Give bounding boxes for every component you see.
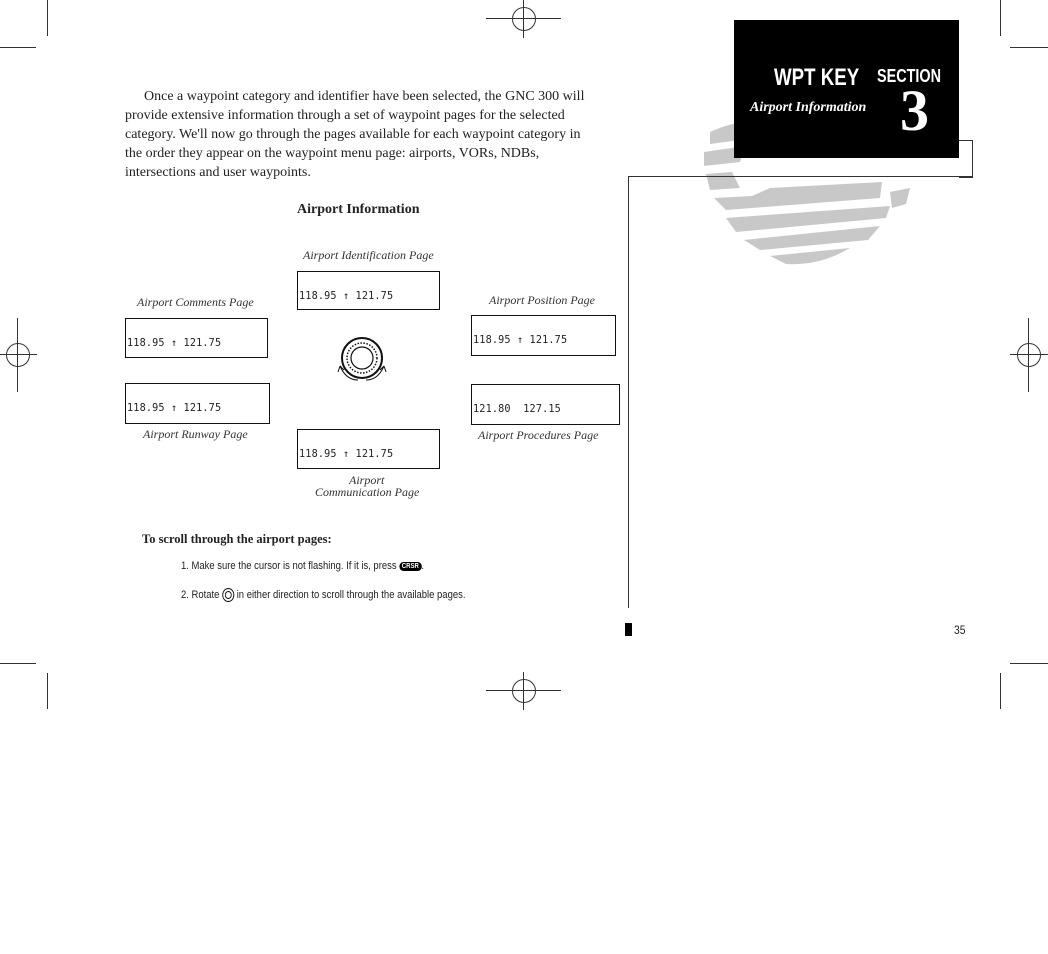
intro-paragraph: Once a waypoint category and identifier have been selected, the GNC 300 will provide extensive information through a set of waypoint pages for the selected category. We'll now go through the pages available for each waypoint category in the order they appear on the waypoint menu page: airports, VORs, NDBs, intersections and user waypoints. — [125, 89, 585, 180]
identification-page-display — [297, 271, 440, 310]
page-number: 35 — [954, 623, 966, 637]
position-page-caption: Airport Position Page — [489, 293, 595, 307]
scroll-heading: To scroll through the airport pages: — [142, 532, 332, 546]
airport-info-heading: Airport Information — [297, 202, 420, 217]
section-tab-outline — [959, 140, 973, 178]
step-1 — [181, 560, 424, 572]
crop-mark — [47, 673, 48, 709]
registration-mark — [512, 679, 536, 703]
crop-mark — [0, 663, 36, 664]
section-number: 3 — [900, 78, 929, 143]
crop-mark — [0, 47, 36, 48]
communication-page-display — [297, 429, 440, 469]
communication-page-caption-line1: Airport — [349, 473, 385, 487]
column-marker — [625, 623, 632, 636]
rotary-knob-icon — [336, 336, 388, 384]
lcd-line: 118.95 ↑ 121.75 — [473, 335, 568, 346]
step-2-after: in either direction to scroll through the available pages. — [236, 588, 466, 601]
crop-mark — [1000, 673, 1001, 709]
knob-icon — [222, 588, 234, 602]
column-rule — [628, 176, 629, 608]
step-2 — [181, 588, 465, 602]
registration-mark — [512, 7, 536, 31]
section-label: SECTION — [876, 66, 941, 86]
lcd-line: 118.95 ↑ 121.75 — [127, 403, 222, 414]
crop-mark — [1010, 47, 1048, 48]
step-2-before: 2. Rotate — [181, 588, 220, 601]
column-rule — [628, 176, 973, 177]
registration-mark — [6, 343, 30, 367]
crop-mark — [47, 0, 48, 36]
lcd-line: 118.95 ↑ 121.75 — [299, 449, 394, 460]
lcd-line: 121.80 127.15 — [473, 404, 561, 415]
identification-page-caption: Airport Identification Page — [303, 248, 434, 262]
lcd-line: 118.95 ↑ 121.75 — [127, 338, 222, 349]
crop-mark — [1010, 663, 1048, 664]
communication-page-caption-line2: Communication Page — [315, 485, 420, 499]
registration-mark — [1017, 343, 1041, 367]
step-1-text: 1. Make sure the cursor is not flashing. If it is, press — [181, 560, 397, 572]
procedures-page-caption: Airport Procedures Page — [478, 428, 599, 442]
runway-page-display — [125, 383, 270, 424]
section-title: WPT KEY — [774, 64, 860, 91]
crsr-button-icon: CRSR — [399, 562, 421, 571]
comments-page-caption: Airport Comments Page — [137, 295, 254, 309]
step-1-end: . — [421, 560, 425, 572]
lcd-line: 118.95 ↑ 121.75 — [299, 291, 394, 302]
section-tab — [734, 20, 959, 158]
runway-page-caption: Airport Runway Page — [143, 427, 248, 441]
comments-page-display — [125, 318, 268, 358]
crop-mark — [1000, 0, 1001, 36]
procedures-page-display — [471, 384, 620, 425]
position-page-display — [471, 315, 616, 356]
section-subtitle: Airport Information — [750, 100, 867, 115]
